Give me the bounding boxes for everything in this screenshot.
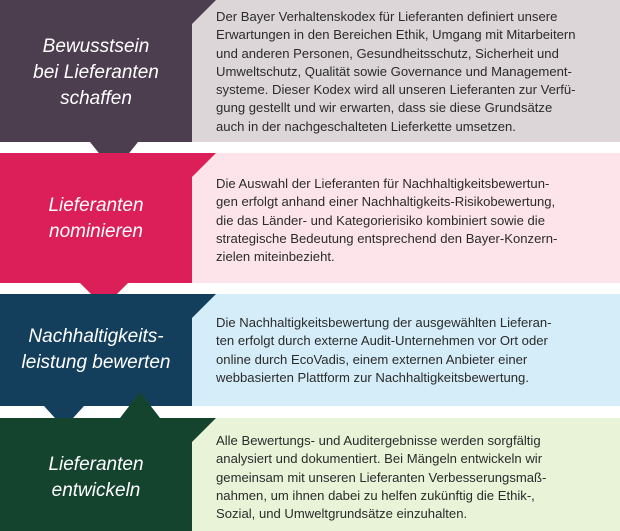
step-1-text-line: gung gestellt und wir erwarten, dass sie diese Grundsätze xyxy=(216,100,553,116)
step-2-text-line: Die Auswahl der Lieferanten für Nachhaltigkeitsbewertun- xyxy=(216,176,550,191)
step-4-text-line: analysiert und dokumentiert. Bei Mängeln entwickeln wir xyxy=(216,451,543,467)
step-2-description xyxy=(216,175,598,266)
step-1-text-line: und anderen Personen, Gesundheitsschutz, Sicherheit und xyxy=(216,45,559,61)
step-3-band xyxy=(0,294,620,406)
step-4-text-line: nahmen, um ihnen dabei zu helfen zukünftig die Ethik-, xyxy=(216,487,535,503)
step-3-title xyxy=(0,324,192,376)
step-3-text-line: Die Nachhaltigkeitsbewertung der ausgewählten Lieferan- xyxy=(216,315,552,330)
step-3-text-line: ten erfolgt durch externe Audit-Unternehmen vor Ort oder xyxy=(216,333,548,349)
step-2-title-line: Lieferanten xyxy=(48,195,144,216)
step-1-title-line: bei Lieferanten xyxy=(33,62,159,83)
step-2-title-line: nominieren xyxy=(49,221,143,242)
step-1-text-line: systeme. Dieser Kodex wird all unseren Lieferanten zur Verfü- xyxy=(216,82,576,98)
step-4-band xyxy=(0,392,620,531)
step-1-text-line: Der Bayer Verhaltenskodex für Lieferanten definiert unsere xyxy=(216,9,558,24)
step-1-title xyxy=(0,34,192,112)
step-2-band xyxy=(0,153,620,283)
step-2-text-line: gen erfolgt anhand einer Nachhaltigkeits-Risikobewertung, xyxy=(216,194,556,210)
step-4-title-line: entwickeln xyxy=(51,480,141,501)
step-3-title-line: Nachhaltigkeits- xyxy=(28,326,164,347)
step-3-text-line: webbasierten Plattform zur Nachhaltigkeitsbewertung. xyxy=(216,369,529,385)
step-2-title xyxy=(0,193,192,245)
step-4-title-line: Lieferanten xyxy=(48,454,144,475)
step-2-text-line: zielen miteinbezieht. xyxy=(216,249,335,265)
step-1-description xyxy=(216,8,598,136)
step-1-title-line: Bewusstsein xyxy=(42,36,150,57)
step-4-text-line: Alle Bewertungs- und Auditergebnisse werden sorgfältig xyxy=(216,433,541,448)
step-1-text-line: Erwartungen in den Bereichen Ethik, Umgang mit Mitarbeitern xyxy=(216,27,576,43)
step-3-text-line: online durch EcoVadis, einem externen Anbieter einer xyxy=(216,351,528,367)
step-4-description xyxy=(216,432,598,523)
step-4-title xyxy=(0,452,192,504)
step-2-text-line: strategische Bedeutung entsprechend den Bayer-Konzern- xyxy=(216,230,558,246)
step-1-title-line: schaffen xyxy=(60,88,132,109)
step-3-description xyxy=(216,314,598,387)
step-1-text-line: Umweltschutz, Qualität sowie Governance und Management- xyxy=(216,63,572,79)
step-4-text-line: Sozial, und Umweltgrundsätze einzuhalten. xyxy=(216,506,468,522)
step-4-text-line: gemeinsam mit unseren Lieferanten Verbesserungsmaß- xyxy=(216,469,547,485)
step-2-text-line: die das Länder- und Kategorierisiko kombiniert sowie die xyxy=(216,212,545,228)
step-3-title-line: leistung bewerten xyxy=(21,352,171,373)
step-1-text-line: auch in der nachgeschalteten Lieferkette umsetzen. xyxy=(216,118,516,134)
step-1-band xyxy=(0,0,620,142)
